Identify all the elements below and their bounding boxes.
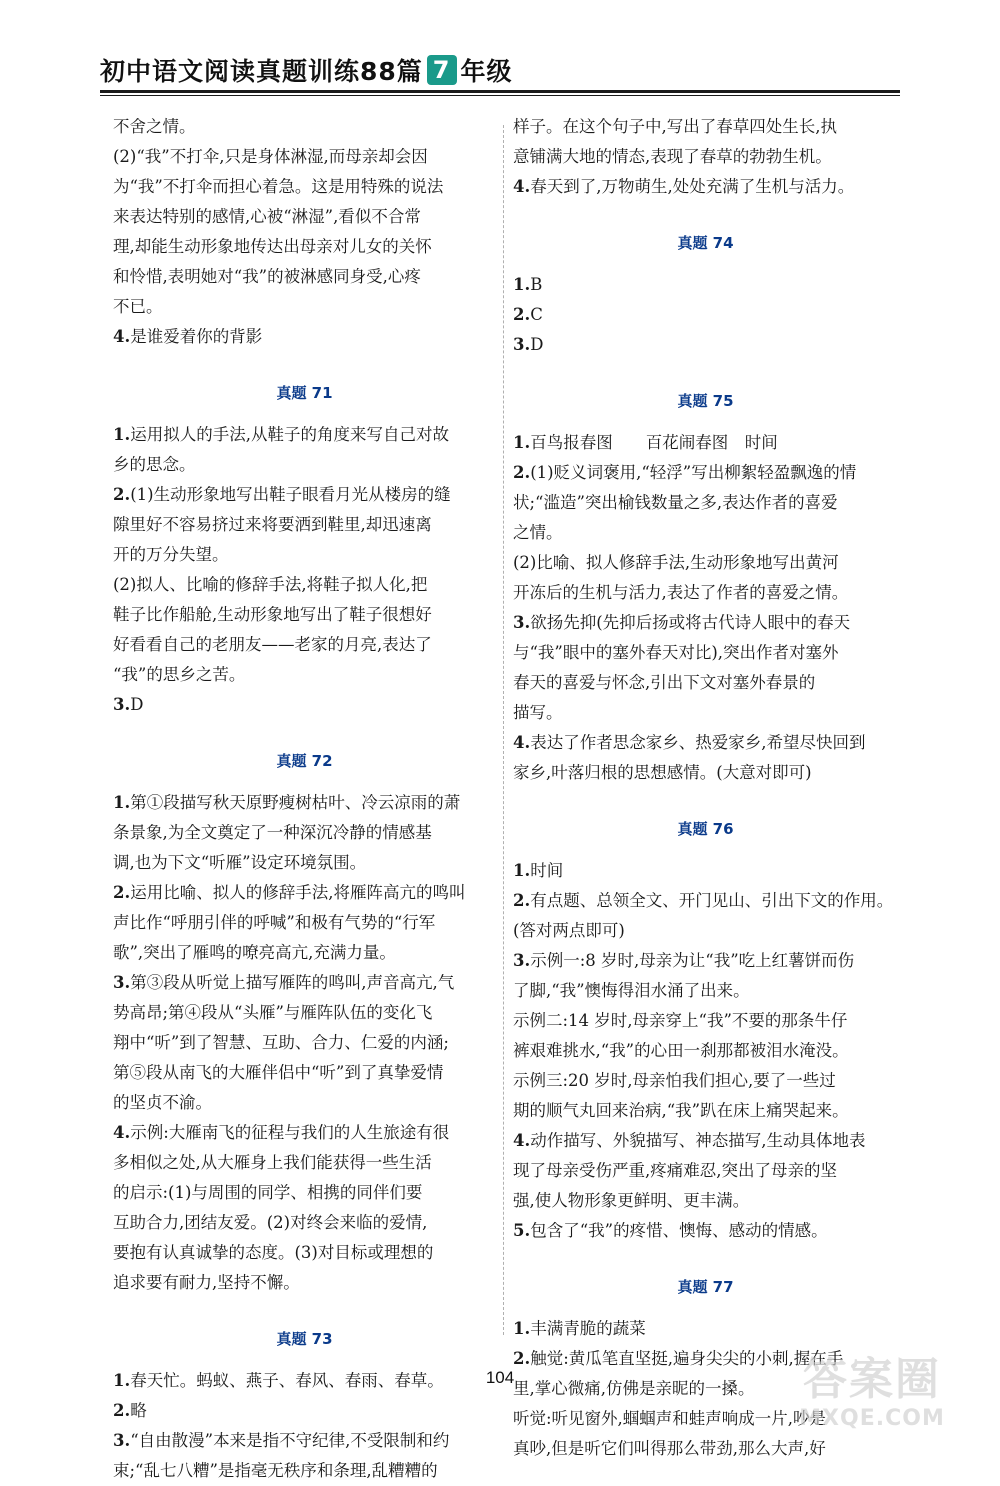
answer-item: [113, 1396, 496, 1426]
answer-line: 第⑤段从南飞的大雁伴侣中“听”到了真挚爱情: [113, 1063, 444, 1082]
book-header: [100, 50, 513, 90]
header-title: 初中语文阅读真题训练88篇: [100, 57, 423, 86]
item-text: 是谁爱着你的背影: [130, 327, 263, 346]
answer-line: 强,使人物形象更鲜明、更丰满。: [513, 1191, 750, 1210]
section-title-74: 真题 74: [677, 234, 734, 252]
item-text: 时间: [530, 861, 564, 880]
item-text: D: [530, 335, 544, 354]
section-title-75: 真题 75: [677, 392, 734, 410]
answer-item: [113, 322, 496, 352]
answer-line: 示例二:14 岁时,母亲穿上“我”不要的那条牛仔: [513, 1011, 848, 1030]
item-number: 1.: [113, 793, 131, 812]
section-title-72: 真题 72: [276, 752, 333, 770]
answer-line: (2)比喻、拟人修辞手法,生动形象地写出黄河: [513, 553, 839, 572]
answer-line: (答对两点即可): [513, 921, 625, 940]
answer-line: 开的万分失望。: [113, 545, 229, 564]
answer-item: [113, 788, 496, 818]
answer-item: [513, 458, 898, 488]
answer-line: 真吵,但是听它们叫得那么带劲,那么大声,好: [513, 1439, 826, 1458]
grade-badge: 7: [427, 55, 457, 85]
watermark-logo: 答案圈: [803, 1354, 941, 1405]
item-number: 1.: [513, 433, 531, 452]
answer-line: 裤艰难挑水,“我”的心田一刹那都被泪水淹没。: [513, 1041, 849, 1060]
answer-line: 条景象,为全文奠定了一种深沉冷静的情感基: [113, 823, 432, 842]
item-number: 3.: [113, 695, 131, 714]
item-text: 第③段从听觉上描写雁阵的鸣叫,声音高亢,气: [130, 973, 455, 992]
item-number: 2.: [513, 305, 531, 324]
item-text: C: [530, 305, 543, 324]
item-number: 2.: [513, 1349, 531, 1368]
answer-item: [513, 270, 898, 300]
answer-line: 鞋子比作船舱,生动形象地写出了鞋子很想好: [113, 605, 432, 624]
item-number: 2.: [113, 485, 131, 504]
answer-item: [513, 728, 898, 758]
item-text: 运用拟人的手法,从鞋子的角度来写自己对故: [130, 425, 449, 444]
answer-item: [513, 886, 898, 916]
item-text: (1)生动形象地写出鞋子眼看月光从楼房的缝: [130, 485, 451, 504]
answer-line: “我”的思乡之苦。: [113, 665, 246, 684]
item-number: 2.: [113, 1401, 131, 1420]
item-number: 3.: [513, 613, 531, 632]
answer-item: [113, 1426, 496, 1456]
item-number: 1.: [513, 275, 531, 294]
answer-item: [113, 1118, 496, 1148]
answer-line: 里,掌心微痛,仿佛是亲昵的一搡。: [513, 1379, 755, 1398]
column-divider: [503, 125, 504, 1335]
answer-line: 了脚,“我”懊悔得泪水涌了出来。: [513, 981, 750, 1000]
item-text: 有点题、总领全文、开门见山、引出下文的作用。: [530, 891, 894, 910]
answer-item: [113, 420, 496, 450]
item-number: 1.: [513, 861, 531, 880]
answer-item: [513, 946, 898, 976]
item-number: 2.: [513, 463, 531, 482]
answer-line: 之情。: [513, 523, 563, 542]
item-text: 运用比喻、拟人的修辞手法,将雁阵高亢的鸣叫: [130, 883, 466, 902]
answer-line: 来表达特别的感情,心被“淋湿”,看似不合常: [113, 207, 421, 226]
answer-item: [513, 1314, 898, 1344]
answer-item: [513, 172, 898, 202]
item-text: 示例一:8 岁时,母亲为让“我”吃上红薯饼而伤: [530, 951, 855, 970]
page-number: 104: [485, 1368, 515, 1387]
item-number: 4.: [513, 177, 531, 196]
answer-line: 与“我”眼中的塞外春天对比),突出作者对塞外: [513, 643, 839, 662]
answer-line: 不已。: [113, 297, 163, 316]
answer-item: [113, 480, 496, 510]
item-text: (1)贬义词褒用,“轻浮”写出柳絮轻盈飘逸的情: [530, 463, 857, 482]
answer-item: [513, 330, 898, 360]
answer-item: [113, 690, 496, 720]
answer-item: [513, 1216, 898, 1246]
answer-line: 期的顺气丸回来治病,“我”趴在床上痛哭起来。: [513, 1101, 849, 1120]
answer-line: 多相似之处,从大雁身上我们能获得一些生活: [113, 1153, 432, 1172]
item-text: 略: [130, 1401, 147, 1420]
answer-line: 不舍之情。: [113, 117, 196, 136]
answer-line: 调,也为下文“听雁”设定环境氛围。: [113, 853, 367, 872]
answer-line: (2)“我”不打伞,只是身体淋湿,而母亲却会因: [113, 147, 428, 166]
item-text: 动作描写、外貌描写、神态描写,生动具体地表: [530, 1131, 866, 1150]
answer-line: 势高昂;第④段从“头雁”与雁阵队伍的变化飞: [113, 1003, 433, 1022]
right-column: [513, 112, 898, 1464]
item-number: 2.: [113, 883, 131, 902]
item-text: 触觉:黄瓜笔直坚挺,遍身尖尖的小刺,握在手: [530, 1349, 844, 1368]
answer-line: 春天的喜爱与怀念,引出下文对塞外春景的: [513, 673, 816, 692]
item-text: 春天到了,万物萌生,处处充满了生机与活力。: [530, 177, 855, 196]
answer-item: [113, 968, 496, 998]
item-text: B: [530, 275, 543, 294]
item-text: 丰满青脆的蔬菜: [530, 1319, 646, 1338]
answer-item: [513, 608, 898, 638]
answer-line: (2)拟人、比喻的修辞手法,将鞋子拟人化,把: [113, 575, 428, 594]
section-title-76: 真题 76: [677, 820, 734, 838]
answer-line: 状;“滥造”突出榆钱数量之多,表达作者的喜爱: [513, 493, 838, 512]
watermark-url: MXQE.COM: [799, 1406, 945, 1431]
section-title-71: 真题 71: [276, 384, 333, 402]
item-number: 4.: [513, 733, 531, 752]
item-number: 3.: [113, 1431, 131, 1450]
answer-line: 要抱有认真诚挚的态度。(3)对目标或理想的: [113, 1243, 434, 1262]
answer-line: 为“我”不打伞而担心着急。这是用特殊的说法: [113, 177, 444, 196]
item-number: 3.: [513, 335, 531, 354]
answer-line: 好看看自己的老朋友——老家的月亮,表达了: [113, 635, 432, 654]
item-number: 1.: [113, 1371, 131, 1390]
answer-line: 的启示:(1)与周围的同学、相携的同伴们要: [113, 1183, 423, 1202]
item-number: 4.: [113, 1123, 131, 1142]
answer-line: 现了母亲受伤严重,疼痛难忍,突出了母亲的坚: [513, 1161, 837, 1180]
header-title-suffix: 年级: [460, 57, 513, 86]
answer-line: 描写。: [513, 703, 563, 722]
answer-line: 翔中“听”到了智慧、互助、合力、仁爱的内涵;: [113, 1033, 449, 1052]
item-text: “自由散漫”本来是指不守纪律,不受限制和约: [130, 1431, 450, 1450]
header-rule: [100, 90, 900, 96]
item-number: 3.: [113, 973, 131, 992]
answer-line: 开冻后的生机与活力,表达了作者的喜爱之情。: [513, 583, 849, 602]
answer-line: 和怜惜,表明她对“我”的被淋感同身受,心疼: [113, 267, 421, 286]
answer-line: 家乡,叶落归根的思想感情。(大意对即可): [513, 763, 812, 782]
site-watermark: [772, 1354, 972, 1444]
answer-item: [513, 300, 898, 330]
answer-line: 听觉:听见窗外,蝈蝈声和蛙声响成一片,吵是: [513, 1409, 827, 1428]
answer-line: 样子。在这个句子中,写出了春草四处生长,执: [513, 117, 837, 136]
item-text: 欲扬先抑(先抑后扬或将古代诗人眼中的春天: [530, 613, 851, 632]
answer-line: 意铺满大地的情态,表现了春草的勃勃生机。: [513, 147, 832, 166]
item-number: 5.: [513, 1221, 531, 1240]
answer-line: 隙里好不容易挤过来将要洒到鞋里,却迅速离: [113, 515, 432, 534]
answer-item: [513, 856, 898, 886]
answer-item: [513, 1126, 898, 1156]
section-title-73: 真题 73: [276, 1330, 333, 1348]
answer-line: 束;“乱七八糟”是指毫无秩序和条理,乱糟糟的: [113, 1461, 438, 1480]
item-text: D: [130, 695, 144, 714]
answer-item: [113, 878, 496, 908]
item-number: 4.: [113, 327, 131, 346]
item-text: 百鸟报春图 百花闹春图 时间: [530, 433, 778, 452]
item-number: 3.: [513, 951, 531, 970]
answer-line: 声比作“呼朋引伴的呼喊”和极有气势的“行军: [113, 913, 436, 932]
section-title-77: 真题 77: [677, 1278, 734, 1296]
item-text: 包含了“我”的疼惜、懊悔、感动的情感。: [530, 1221, 828, 1240]
answer-line: 的坚贞不渝。: [113, 1093, 212, 1112]
answer-line: 乡的思念。: [113, 455, 196, 474]
item-number: 4.: [513, 1131, 531, 1150]
item-number: 2.: [513, 891, 531, 910]
answer-line: 理,却能生动形象地传达出母亲对儿女的关怀: [113, 237, 432, 256]
item-number: 1.: [113, 425, 131, 444]
answer-line: 互助合力,团结友爱。(2)对终会来临的爱情,: [113, 1213, 428, 1232]
item-text: 示例:大雁南飞的征程与我们的人生旅途有很: [130, 1123, 450, 1142]
item-text: 春天忙。蚂蚁、燕子、春风、春雨、春草。: [130, 1371, 444, 1390]
item-text: 表达了作者思念家乡、热爱家乡,希望尽快回到: [530, 733, 866, 752]
answer-line: 追求要有耐力,坚持不懈。: [113, 1273, 300, 1292]
left-column: [113, 112, 496, 1486]
item-number: 1.: [513, 1319, 531, 1338]
item-text: 第①段描写秋天原野瘦树枯叶、冷云凉雨的萧: [130, 793, 461, 812]
answer-line: 示例三:20 岁时,母亲怕我们担心,要了一些过: [513, 1071, 836, 1090]
answer-item: [513, 428, 898, 458]
answer-line: 歌”,突出了雁鸣的嘹亮高亢,充满力量。: [113, 943, 396, 962]
